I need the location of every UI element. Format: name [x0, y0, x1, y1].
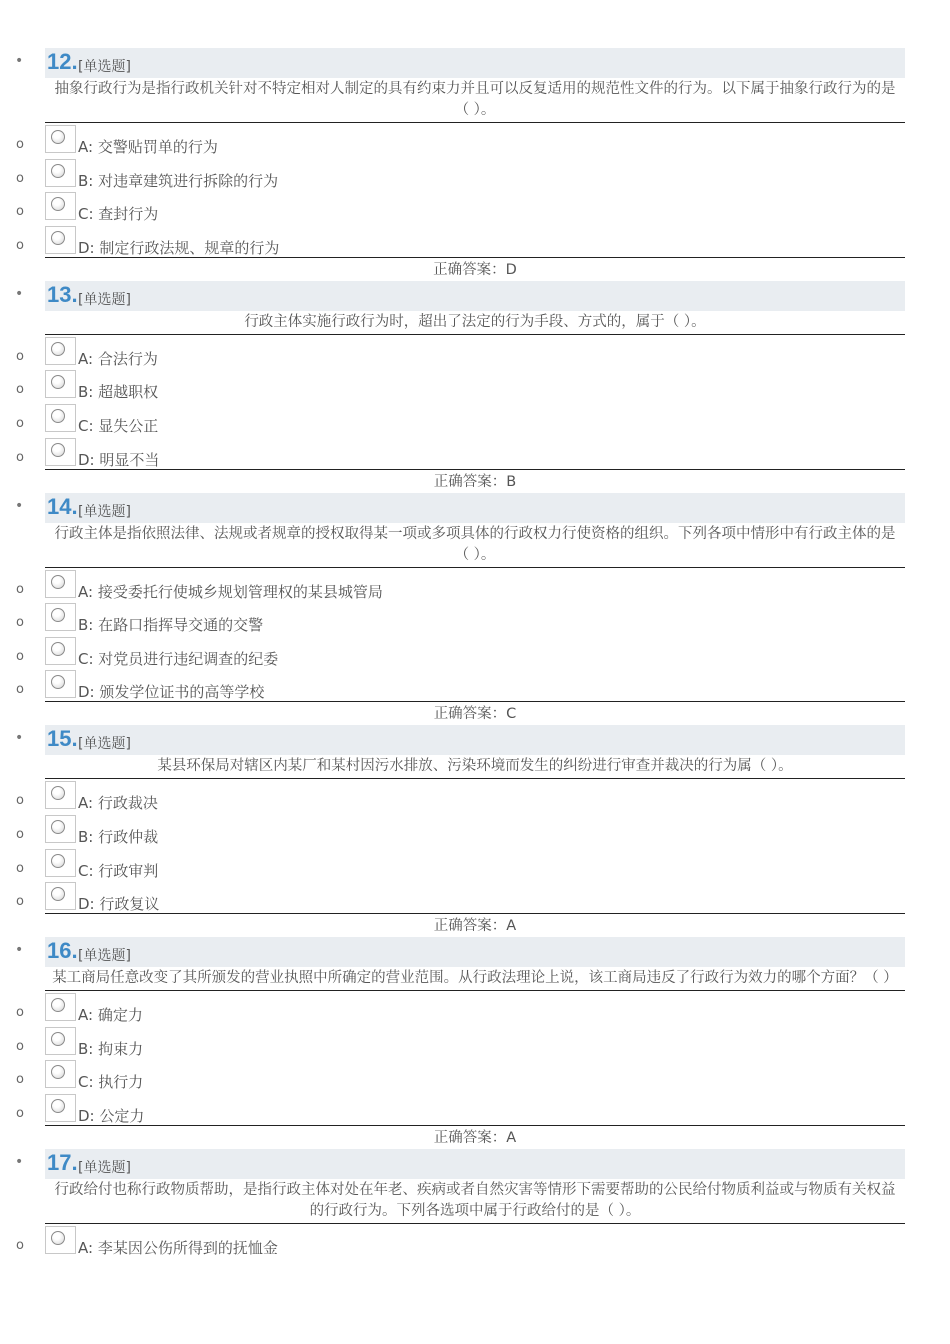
question-number: 13. — [47, 281, 78, 307]
radio-circle-icon — [51, 130, 65, 144]
radio-button[interactable] — [45, 603, 76, 631]
radio-circle-icon — [51, 1099, 65, 1113]
question-header — [15, 281, 905, 311]
option-row[interactable] — [16, 880, 905, 914]
radio-circle-icon — [51, 443, 65, 457]
quiz-page — [0, 48, 950, 1258]
option-label: C: 查封行为 — [78, 205, 159, 224]
option-row[interactable] — [16, 224, 905, 258]
option-row[interactable] — [16, 123, 950, 157]
option-label: A: 接受委托行使城乡规划管理权的某县城管局 — [78, 582, 383, 601]
radio-button[interactable] — [45, 637, 76, 665]
list-marker-icon: o — [16, 170, 24, 186]
correct-answer: 正确答案：B — [433, 473, 517, 490]
correct-answer: 正确答案：C — [433, 706, 517, 723]
list-marker-icon: o — [16, 348, 24, 364]
option-label: D: 明显不当 — [78, 450, 160, 469]
list-marker-icon: o — [16, 793, 24, 809]
question-block — [0, 493, 950, 726]
list-marker-icon: o — [16, 860, 24, 876]
option-label: B: 拘束力 — [78, 1039, 144, 1058]
option-row[interactable] — [16, 779, 950, 813]
radio-button[interactable] — [45, 337, 76, 365]
radio-circle-icon — [51, 820, 65, 834]
question-type: [单选题] — [78, 503, 131, 520]
list-marker-icon: o — [16, 137, 24, 152]
option-row[interactable] — [16, 847, 950, 881]
option-label: B: 超越职权 — [78, 383, 159, 402]
question-header — [15, 493, 905, 523]
option-label: A: 合法行为 — [78, 349, 158, 368]
radio-circle-icon — [51, 575, 65, 589]
radio-circle-icon — [51, 887, 65, 901]
option-row[interactable] — [16, 1092, 905, 1126]
question-type: [单选题] — [78, 736, 131, 753]
option-row[interactable] — [16, 1058, 950, 1092]
option-row[interactable] — [16, 335, 950, 369]
option-row[interactable] — [16, 190, 950, 224]
radio-button[interactable] — [45, 1027, 76, 1055]
list-marker-icon: o — [16, 1005, 24, 1021]
list-marker-icon: o — [16, 894, 24, 910]
bullet-icon: • — [15, 285, 24, 302]
question-block — [0, 281, 950, 493]
radio-circle-icon — [51, 854, 65, 868]
radio-button[interactable] — [45, 993, 76, 1021]
radio-circle-icon — [51, 608, 65, 622]
question-block — [0, 725, 950, 937]
radio-circle-icon — [51, 642, 65, 656]
option-label: D: 公定力 — [78, 1106, 145, 1125]
option-label: A: 李某因公伤所得到的抚恤金 — [78, 1238, 278, 1257]
question-text: 某工商局任意改变了其所颁发的营业执照中所确定的营业范围。从行政法理论上说，该工商局违反了行政行为效力的哪个方面？（ ） — [45, 967, 905, 991]
radio-button[interactable] — [45, 815, 76, 843]
bullet-icon: • — [15, 1153, 24, 1170]
list-marker-icon: o — [16, 1105, 24, 1121]
question-header — [15, 725, 905, 755]
question-number: 16. — [47, 938, 78, 964]
question-header — [15, 1149, 905, 1179]
question-text: 行政主体实施行政行为时，超出了法定的行为手段、方式的，属于（ ）。 — [45, 311, 905, 335]
radio-circle-icon — [51, 1032, 65, 1046]
radio-button[interactable] — [45, 882, 76, 910]
option-row[interactable] — [16, 157, 950, 191]
radio-button[interactable] — [45, 370, 76, 398]
option-label: C: 执行力 — [78, 1073, 144, 1092]
question-block — [0, 1149, 950, 1258]
radio-button[interactable] — [45, 1094, 76, 1122]
radio-button[interactable] — [45, 1060, 76, 1088]
question-type: [单选题] — [78, 948, 131, 965]
radio-button[interactable] — [45, 670, 76, 698]
list-marker-icon: o — [16, 1237, 24, 1253]
bullet-icon: • — [15, 730, 24, 747]
radio-circle-icon — [51, 197, 65, 211]
correct-answer: 正确答案：D — [433, 261, 517, 278]
option-row[interactable] — [16, 1224, 950, 1258]
radio-button[interactable] — [45, 125, 76, 153]
list-marker-icon: o — [16, 204, 24, 220]
option-label: A: 交警贴罚单的行为 — [78, 138, 218, 156]
list-marker-icon: o — [16, 615, 24, 631]
question-type: [单选题] — [78, 1159, 131, 1176]
radio-circle-icon — [51, 786, 65, 800]
radio-circle-icon — [51, 675, 65, 689]
radio-button[interactable] — [45, 226, 76, 254]
radio-circle-icon — [51, 164, 65, 178]
option-label: D: 行政复议 — [78, 895, 160, 914]
list-marker-icon: o — [16, 581, 24, 597]
option-row[interactable] — [16, 402, 950, 436]
list-marker-icon: o — [16, 1072, 24, 1088]
question-text: 某县环保局对辖区内某厂和某村因污水排放、污染环境而发生的纠纷进行审查并裁决的行为属（ ）。 — [45, 755, 905, 779]
question-header — [15, 937, 905, 967]
question-header — [15, 48, 905, 78]
list-marker-icon: o — [16, 382, 24, 398]
radio-circle-icon — [51, 1065, 65, 1079]
option-label: D: 颁发学位证书的高等学校 — [78, 683, 265, 702]
radio-circle-icon — [51, 342, 65, 356]
option-label: B: 对违章建筑进行拆除的行为 — [78, 171, 279, 190]
bullet-icon: • — [15, 53, 24, 69]
question-text: 抽象行政行为是指行政机关针对不特定相对人制定的具有约束力并且可以反复适用的规范性文件的行为。以下属于抽象行政行为的是（ ）。 — [45, 78, 905, 123]
list-marker-icon: o — [16, 1038, 24, 1054]
radio-button[interactable] — [45, 1226, 76, 1254]
radio-circle-icon — [51, 375, 65, 389]
option-label: A: 确定力 — [78, 1006, 143, 1025]
option-row[interactable] — [16, 1025, 950, 1059]
option-row[interactable] — [16, 813, 950, 847]
option-row[interactable] — [16, 368, 950, 402]
radio-circle-icon — [51, 1231, 65, 1245]
option-label: C: 显失公正 — [78, 416, 159, 435]
list-marker-icon: o — [16, 648, 24, 664]
list-marker-icon: o — [16, 449, 24, 465]
option-label: B: 行政仲裁 — [78, 827, 159, 846]
question-number: 14. — [47, 493, 78, 519]
question-type: [单选题] — [78, 291, 131, 308]
radio-circle-icon — [51, 231, 65, 245]
radio-button[interactable] — [45, 159, 76, 187]
question-block — [0, 937, 950, 1149]
question-number: 12. — [47, 49, 78, 74]
radio-circle-icon — [51, 409, 65, 423]
option-label: A: 行政裁决 — [78, 794, 158, 813]
question-text: 行政主体是指依照法律、法规或者规章的授权取得某一项或多项具体的行政权力行使资格的组织。下列各项中情形中有行政主体的是（ ）。 — [45, 523, 905, 568]
list-marker-icon: o — [16, 682, 24, 698]
option-row[interactable] — [16, 568, 950, 602]
radio-button[interactable] — [45, 570, 76, 598]
list-marker-icon: o — [16, 415, 24, 431]
question-block — [0, 48, 950, 281]
correct-answer: 正确答案：A — [433, 918, 517, 935]
list-marker-icon: o — [16, 826, 24, 842]
option-row[interactable] — [16, 991, 950, 1025]
radio-button[interactable] — [45, 781, 76, 809]
option-row[interactable] — [16, 601, 950, 635]
option-row[interactable] — [16, 668, 905, 702]
list-marker-icon: o — [16, 237, 24, 253]
option-label: C: 行政审判 — [78, 861, 159, 880]
option-row[interactable] — [16, 635, 950, 669]
question-text: 行政给付也称行政物质帮助，是指行政主体对处在年老、疾病或者自然灾害等情形下需要帮助的公民给付物质利益或与物质有关权益的行政行为。下列各选项中属于行政给付的是（ ）。 — [45, 1179, 905, 1224]
radio-button[interactable] — [45, 849, 76, 877]
option-label: D: 制定行政法规、规章的行为 — [78, 238, 280, 257]
radio-button[interactable] — [45, 192, 76, 220]
correct-answer: 正确答案：A — [433, 1129, 517, 1146]
question-type: [单选题] — [78, 59, 131, 75]
bullet-icon: • — [15, 497, 24, 514]
bullet-icon: • — [15, 942, 24, 959]
option-label: C: 对党员进行违纪调查的纪委 — [78, 649, 279, 668]
question-number: 15. — [47, 726, 78, 752]
option-row[interactable] — [16, 436, 905, 470]
radio-button[interactable] — [45, 404, 76, 432]
option-label: B: 在路口指挥导交通的交警 — [78, 616, 264, 635]
question-number: 17. — [47, 1149, 78, 1175]
radio-circle-icon — [51, 998, 65, 1012]
radio-button[interactable] — [45, 438, 76, 466]
